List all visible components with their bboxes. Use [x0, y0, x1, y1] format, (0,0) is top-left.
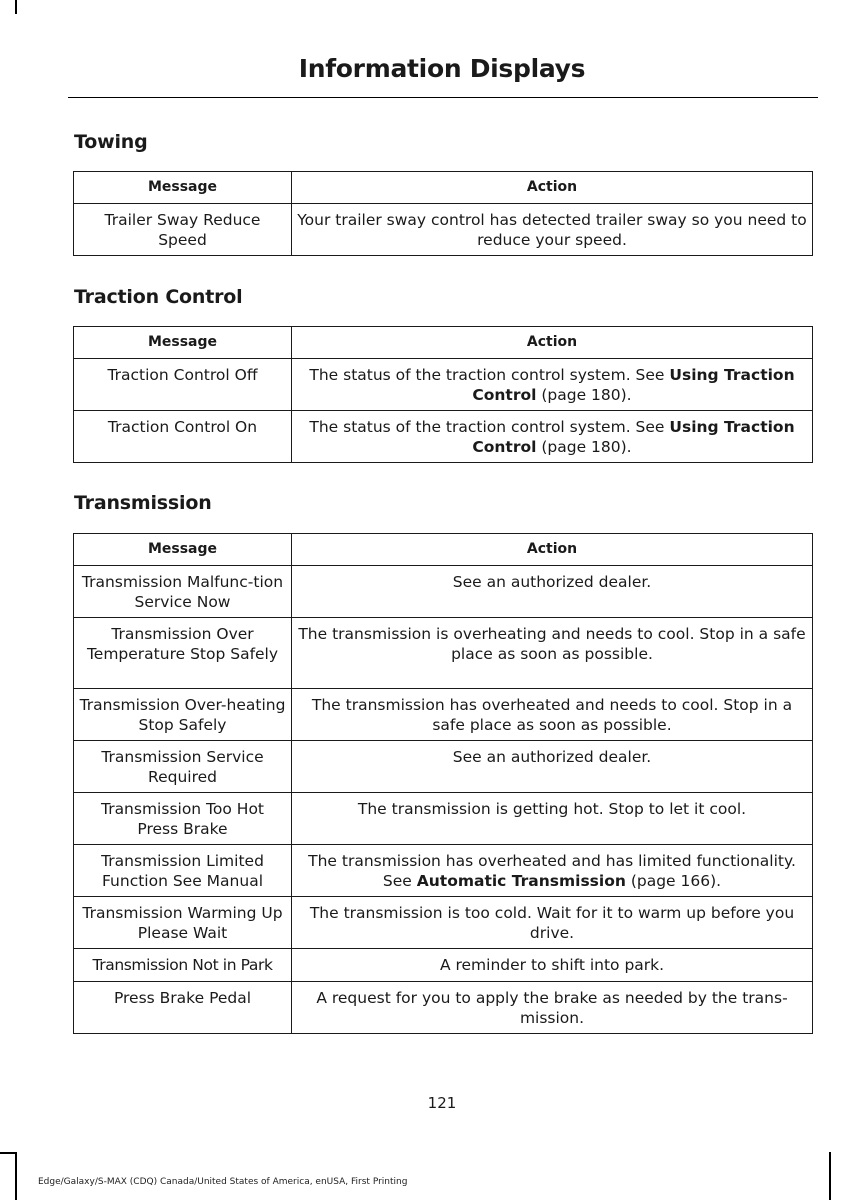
towing-table: [73, 171, 813, 256]
action-text: The transmission has overheated and has limited functionality. See: [308, 852, 796, 890]
section-heading-traction-control: Traction Control: [74, 286, 243, 308]
table-row: [74, 741, 813, 793]
column-header-action: Action: [292, 327, 813, 359]
edition-footer: Edge/Galaxy/S-MAX (CDQ) Canada/United States of America, enUSA, First Printing: [38, 1177, 408, 1187]
page-reference: (page 180).: [536, 385, 632, 404]
crop-mark: [15, 0, 17, 14]
title-divider: [68, 97, 818, 98]
cross-reference-link: Automatic Transmission: [416, 871, 626, 890]
table-row: [74, 204, 813, 256]
crop-mark: [0, 1152, 16, 1154]
action-cell: A reminder to shift into park.: [292, 949, 813, 982]
message-cell: Transmission Over Temperature Stop Safely: [74, 618, 292, 689]
table-row: [74, 897, 813, 949]
action-cell: See an authorized dealer.: [292, 741, 813, 793]
action-cell: [292, 411, 813, 463]
action-cell: [292, 359, 813, 411]
message-cell: Transmission Malfunc-tion Service Now: [74, 566, 292, 618]
crop-mark: [829, 1152, 831, 1200]
cross-reference-link: Using Traction Control: [472, 418, 795, 456]
table-row: [74, 949, 813, 982]
action-cell: [292, 845, 813, 897]
message-cell: Transmission Limited Function See Manual: [74, 845, 292, 897]
table-row: [74, 689, 813, 741]
table-row: [74, 618, 813, 689]
page-reference: (page 166).: [625, 871, 722, 890]
message-cell: Transmission Over-heating Stop Safely: [74, 689, 292, 741]
column-header-action: Action: [292, 172, 813, 204]
message-cell: Traction Control Off: [74, 359, 292, 411]
message-cell: Transmission Service Required: [74, 741, 292, 793]
message-cell: Traction Control On: [74, 411, 292, 463]
traction-control-table: [73, 326, 813, 463]
action-cell: The transmission has overheated and needs to cool. Stop in a safe place as soon as possible.: [292, 689, 813, 741]
action-cell: The transmission is overheating and needs to cool. Stop in a safe place as soon as possible.: [292, 618, 813, 689]
table-row: [74, 845, 813, 897]
message-cell: Trailer Sway Reduce Speed: [74, 204, 292, 256]
page-number: 121: [427, 1094, 457, 1112]
transmission-table: [73, 533, 813, 1034]
action-cell: The transmission is getting hot. Stop to let it cool.: [292, 793, 813, 845]
action-cell: See an authorized dealer.: [292, 566, 813, 618]
message-cell: Transmission Warming Up Please Wait: [74, 897, 292, 949]
crop-mark: [15, 1152, 17, 1200]
column-header-message: Message: [74, 534, 292, 566]
message-cell: Transmission Not in Park: [74, 949, 292, 982]
page-title: Information Displays: [298, 54, 586, 83]
table-row: [74, 793, 813, 845]
action-text: The status of the traction control system. See: [309, 366, 670, 384]
action-text: The status of the traction control system. See: [309, 418, 670, 436]
column-header-action: Action: [292, 534, 813, 566]
page-reference: (page 180).: [536, 437, 632, 456]
table-row: [74, 566, 813, 618]
action-cell: Your trailer sway control has detected trailer sway so you need to reduce your speed.: [292, 204, 813, 256]
section-heading-transmission: Transmission: [74, 492, 212, 514]
message-cell: Transmission Too Hot Press Brake: [74, 793, 292, 845]
action-cell: A request for you to apply the brake as needed by the trans-mission.: [292, 982, 813, 1034]
table-row: [74, 359, 813, 411]
table-row: [74, 411, 813, 463]
table-row: [74, 982, 813, 1034]
cross-reference-link: Using Traction Control: [472, 366, 795, 404]
section-heading-towing: Towing: [74, 131, 148, 153]
column-header-message: Message: [74, 327, 292, 359]
column-header-message: Message: [74, 172, 292, 204]
message-cell: Press Brake Pedal: [74, 982, 292, 1034]
action-cell: The transmission is too cold. Wait for it to warm up before you drive.: [292, 897, 813, 949]
